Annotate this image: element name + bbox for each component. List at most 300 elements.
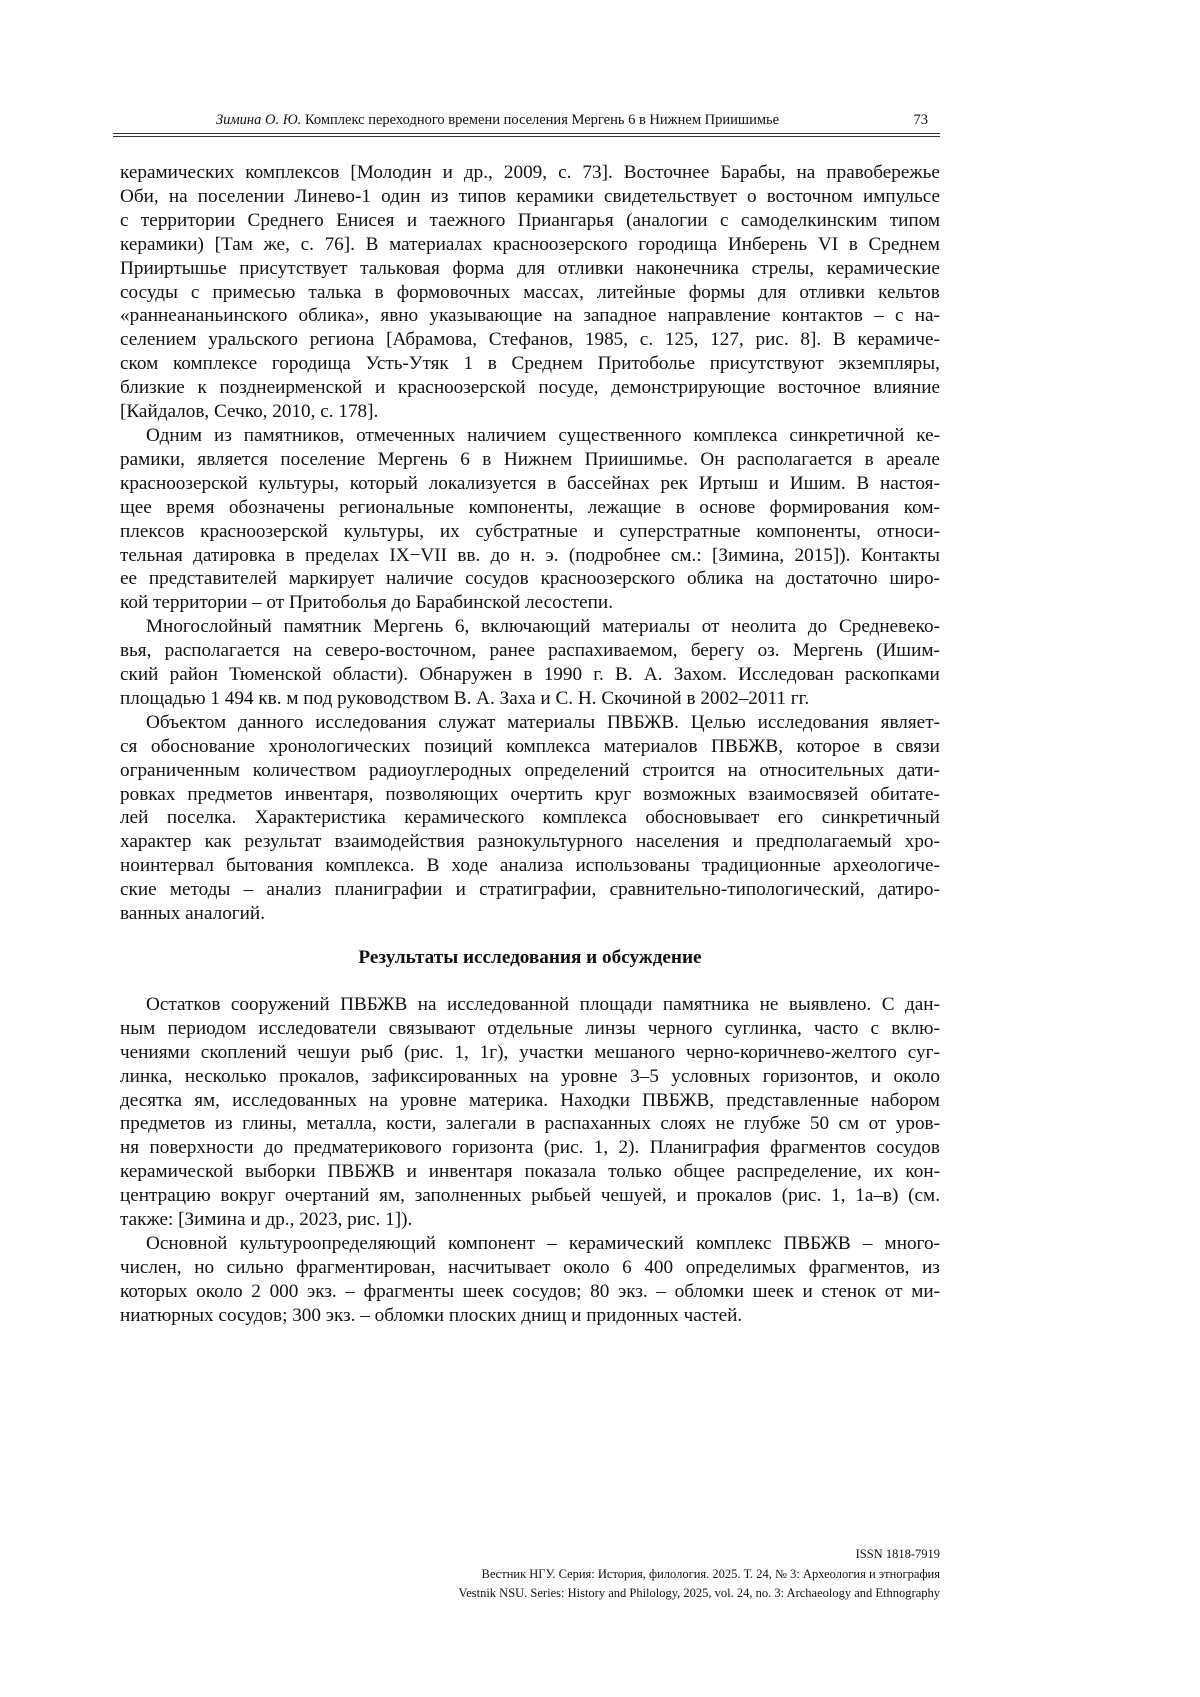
word: обозначены [228, 496, 325, 518]
word: которое [796, 735, 860, 757]
word: и [442, 162, 453, 183]
word: с. [558, 162, 572, 183]
word: – [862, 1232, 873, 1254]
word: отливки [557, 257, 624, 279]
word: лесостепи. [525, 592, 613, 614]
word: северо-восточном, [325, 640, 477, 662]
word: время [166, 496, 215, 518]
word: 6 [622, 1256, 632, 1278]
word: – [547, 1232, 557, 1254]
text-line [120, 854, 940, 878]
word: определений [524, 759, 630, 781]
word: культуры, [258, 472, 339, 494]
word: залегали [445, 1113, 517, 1135]
word: 1 [210, 687, 220, 709]
word: из [922, 1256, 940, 1278]
text-line [120, 400, 940, 424]
word: Ишим. [789, 472, 846, 494]
text-line [120, 878, 940, 902]
word: кв. [258, 687, 282, 709]
word: десятка [120, 1089, 183, 1111]
word: придонных [586, 1304, 679, 1326]
word: (рис. [543, 1137, 584, 1159]
word: рис. [755, 329, 789, 351]
paragraph [120, 711, 940, 926]
word: 1г), [479, 1041, 509, 1063]
word: в [482, 448, 492, 470]
word: располагается [736, 448, 853, 470]
word: населения [635, 831, 720, 853]
text-line [120, 759, 940, 783]
word: лежащие [587, 496, 662, 518]
word: выявлено. [788, 993, 872, 1015]
word: 8]. [800, 329, 822, 351]
word: и [571, 1304, 582, 1326]
text-line [120, 520, 940, 544]
word: 1, [593, 1137, 609, 1159]
word: анализ [266, 879, 322, 901]
text-line [120, 376, 940, 400]
word: маркирует [288, 568, 375, 590]
word: кости, [386, 1113, 437, 1135]
word: числен, [120, 1256, 182, 1278]
word: центрацию [120, 1185, 211, 1207]
word: связи [895, 735, 940, 757]
word: позднеирменской [219, 377, 363, 399]
word: обосновывает [645, 807, 760, 829]
text-line [120, 257, 940, 281]
word: керамиче- [857, 329, 940, 351]
word: которых [120, 1280, 188, 1302]
word: ПВБЖВ [783, 1232, 851, 1254]
word: с [719, 209, 729, 231]
text-line [120, 1041, 940, 1065]
section-heading: Результаты исследования и обсуждение [358, 947, 702, 968]
word: предметов [187, 783, 273, 805]
word: Исследован [738, 664, 834, 686]
word: отдельные [487, 1017, 573, 1039]
word: относительных [759, 759, 885, 781]
word: типов [458, 185, 507, 207]
text-line [120, 806, 940, 830]
word: кой [120, 592, 149, 614]
word: в [686, 687, 696, 709]
word: Основной [146, 1232, 228, 1254]
word: показала [524, 1161, 597, 1183]
word: фрагменты [363, 1280, 455, 1302]
word: на [293, 640, 312, 662]
word: Приишимье. [584, 448, 688, 470]
word: периодом [167, 1017, 247, 1039]
text-line [120, 687, 940, 711]
word: Мергень [377, 448, 448, 470]
word: ский [120, 664, 159, 686]
word: суглинка, [724, 1017, 802, 1039]
word: Мергень [792, 640, 863, 662]
word: рамики, [120, 448, 185, 470]
word: с [120, 209, 129, 231]
word: керамики [516, 185, 594, 207]
text-line [120, 304, 940, 328]
word: от [884, 1280, 903, 1302]
word: (рис. [781, 1185, 822, 1207]
word: 2010, [272, 401, 316, 423]
word: радиоуглеродных [368, 759, 512, 781]
word: ванных [120, 903, 181, 925]
word: м [286, 687, 299, 709]
word: достаточно [785, 568, 878, 590]
word: керамических [120, 162, 235, 183]
word: присутствует [239, 257, 348, 279]
word: поселении [197, 185, 285, 207]
word: экз. [325, 1304, 356, 1326]
word: В [365, 233, 379, 255]
word: формы [688, 281, 746, 303]
word: рыб [360, 1041, 394, 1063]
word: комплекса [693, 424, 778, 446]
text-line [120, 1089, 940, 1113]
word: на [796, 162, 816, 183]
word: уровне [561, 1065, 618, 1087]
text-line [120, 1112, 940, 1136]
word: материалах [389, 233, 483, 255]
word: их [439, 520, 460, 542]
word: и [802, 1280, 813, 1302]
word: ке- [916, 424, 940, 446]
word: компоненты, [756, 520, 861, 542]
word: частей. [683, 1304, 743, 1326]
text-line [120, 735, 940, 759]
word: площади [579, 993, 653, 1015]
text-line [120, 639, 940, 663]
word: предматерикового [293, 1137, 442, 1159]
word: раскопками [845, 664, 940, 686]
word: сильно [226, 1256, 284, 1278]
word: экземпляры, [838, 353, 940, 375]
word: суг- [907, 1041, 940, 1063]
word: шеек [752, 1280, 794, 1302]
word: бассейнах [567, 472, 650, 494]
word: керамического [404, 807, 525, 829]
word: из [214, 1113, 233, 1135]
word: сравнительно-типологический, [609, 879, 865, 901]
word: прокалов [696, 1185, 772, 1207]
word: распределение, [736, 1161, 862, 1183]
word: 80 [590, 1280, 610, 1302]
word: обломки [674, 1280, 745, 1302]
footer-issn: ISSN 1818-7919 [855, 1547, 940, 1561]
word: литейные [596, 281, 676, 303]
footer-journal-ru: Вестник НГУ. Серия: История, филология. 2025. Т. 24, № 3: Археология и этнография [481, 1566, 940, 1581]
word: до [490, 544, 510, 566]
word: Притоболье [597, 353, 696, 375]
word: указывающие [429, 305, 543, 327]
text-line [120, 783, 940, 807]
word: стрелы, [751, 257, 815, 279]
word: тельная [120, 544, 183, 566]
word: 1, [831, 1185, 846, 1207]
word: ноинтервал [120, 855, 214, 877]
word: В [426, 855, 440, 877]
word: с [870, 1017, 880, 1039]
word: слоях [660, 1113, 707, 1135]
word: 6, [454, 616, 470, 638]
word: В. [453, 687, 472, 709]
word: Заха [499, 687, 536, 709]
word: и [593, 520, 604, 542]
word: (см. [908, 1185, 940, 1207]
word: 2015]). [794, 544, 851, 566]
word: 2009, [503, 162, 548, 183]
word: ниатюрных [120, 1304, 214, 1326]
word: и [870, 1065, 882, 1087]
word: 73]. [582, 162, 613, 183]
word: один [381, 185, 421, 207]
word: руководством [337, 687, 449, 709]
word: на [417, 993, 437, 1015]
word: ям, [194, 1089, 220, 1111]
word: стратиграфии, [479, 879, 597, 901]
word: в [873, 735, 883, 757]
word: много- [884, 1232, 940, 1254]
text-line [120, 496, 940, 520]
word: 2 [251, 1280, 261, 1302]
word: г. [593, 664, 604, 686]
word: хро- [904, 831, 940, 853]
word: позиций [424, 735, 493, 757]
word: керамической [120, 1161, 234, 1183]
word: Енисея [336, 209, 395, 231]
word: в [285, 544, 295, 566]
word: распаханных [544, 1113, 651, 1135]
word: А. [476, 687, 495, 709]
word: пределах [304, 544, 380, 566]
word: с [190, 281, 200, 303]
text-line [120, 544, 940, 568]
word: методы [169, 879, 231, 901]
word: взаимодействия [334, 831, 465, 853]
text-line [120, 1304, 940, 1328]
word: уральского [208, 329, 298, 351]
word: комплекса [542, 807, 627, 829]
word: ПВБЖВ [340, 993, 408, 1015]
word: Характеристика [254, 807, 386, 829]
word: Н. [577, 687, 597, 709]
word: области). [332, 664, 409, 686]
text-line [120, 1208, 940, 1232]
word: самоделкинским [740, 209, 878, 231]
text-line [120, 830, 940, 854]
word: 6 [460, 448, 470, 470]
word: явно [380, 305, 419, 327]
word: Среднего [247, 209, 324, 231]
word: обломки [374, 1304, 445, 1326]
word: 1 [463, 353, 474, 375]
word: IX−VII [389, 544, 448, 566]
text-line [120, 472, 940, 496]
word: суперстратные [619, 520, 741, 542]
word: селением [120, 329, 197, 351]
word: [Абрамова, [386, 329, 478, 351]
header-author: Зимина О. Ю. [216, 112, 302, 128]
word: комплексов [245, 162, 340, 183]
word: Линево-1 [294, 185, 371, 207]
word: – [345, 1280, 355, 1302]
text-line [120, 424, 940, 448]
word: круг [594, 783, 632, 805]
word: обитате- [870, 783, 940, 805]
paragraph [120, 615, 940, 711]
word: до [263, 1137, 284, 1159]
header-article-title: Комплекс переходного времени поселения Мергень 6 в Нижнем Приишимье [304, 112, 780, 128]
text-line [120, 1136, 940, 1160]
word: сооружений [230, 993, 330, 1015]
word: относи- [876, 520, 940, 542]
word: и [406, 1161, 417, 1183]
word: наличие [386, 568, 454, 590]
word: компоненты, [468, 496, 574, 518]
word: связывают [388, 1017, 476, 1039]
word: линзы [585, 1017, 636, 1039]
word: представленные [726, 1089, 859, 1111]
text-line [120, 711, 940, 735]
header-double-rule [113, 133, 940, 137]
word: поселка. [166, 807, 237, 829]
paragraph [120, 1232, 940, 1328]
word: ня [120, 1137, 140, 1159]
word: В [832, 329, 846, 351]
word: сосудов [876, 1137, 940, 1159]
word: Иртыш [698, 472, 758, 494]
word: для [516, 257, 546, 279]
word: Среднем [868, 233, 940, 255]
word: демонстрирующие [611, 377, 766, 399]
word: материалы [602, 616, 691, 638]
word: региональные [339, 496, 455, 518]
word: Барабы, [720, 162, 786, 183]
word: памятник [283, 616, 362, 638]
text-line [120, 1280, 940, 1304]
word: 76]. [324, 233, 355, 255]
word: синкретичный [821, 807, 940, 829]
word: фрагментов, [808, 1256, 910, 1278]
paragraph [120, 993, 940, 1232]
word: площадью [120, 687, 206, 709]
word: Инберень [727, 233, 808, 255]
word: посуде, [538, 377, 599, 399]
word: для [758, 281, 787, 303]
word: таежного [429, 209, 506, 231]
word: Стефанов, [488, 329, 574, 351]
word: локализуется [428, 472, 537, 494]
word: ям, [379, 1185, 405, 1207]
word: Притоболья [288, 592, 387, 614]
word: 1985, [584, 329, 629, 351]
word: использованы [575, 855, 690, 877]
word: территории [153, 592, 248, 614]
word: сосуды [120, 281, 178, 303]
word: Находки [560, 1089, 630, 1111]
word: часто [813, 1017, 859, 1039]
word: материка. [468, 1089, 549, 1111]
word: возможных [643, 783, 737, 805]
word: – [360, 1304, 370, 1326]
word: [Там [214, 233, 253, 255]
word: лей [120, 807, 149, 829]
word: 000 [269, 1280, 299, 1302]
word: вв. [457, 544, 481, 566]
word: археологиче- [832, 855, 940, 877]
word: [Кайдалов, [120, 401, 210, 423]
word: ПВБЖВ. [606, 711, 679, 733]
word: Одним [146, 424, 203, 446]
word: и [676, 1185, 687, 1207]
word: вклю- [891, 1017, 940, 1039]
word: количеством [252, 759, 357, 781]
word: горизонтов, [762, 1065, 859, 1087]
word: Оби, [120, 185, 159, 207]
word: экз. [618, 1280, 648, 1302]
article-body [120, 161, 940, 1328]
word: вья, [120, 640, 152, 662]
word: Контакты [860, 544, 940, 566]
word: аналогий. [185, 903, 265, 925]
word: из [430, 185, 449, 207]
word: к [197, 377, 207, 399]
word: широ- [889, 568, 940, 590]
word: скоплений [200, 1041, 287, 1063]
word: являет- [880, 711, 940, 733]
word: рыбьей [531, 1185, 592, 1207]
word: «раннеананьинского [120, 305, 288, 327]
word: оз. [757, 640, 780, 662]
word: служат [438, 711, 496, 733]
text-line [120, 567, 940, 591]
word: Сечко, [214, 401, 268, 423]
word: массах, [523, 281, 584, 303]
word: ся [120, 735, 138, 757]
word: комплекса [506, 735, 591, 757]
word: н. [520, 544, 536, 566]
word: распахиваемом, [548, 640, 678, 662]
word: на [529, 1065, 549, 1087]
word: чениями [120, 1041, 190, 1063]
text-line [120, 1256, 940, 1280]
word: горизонта [452, 1137, 534, 1159]
word: присутствуют [709, 353, 824, 375]
word: насчитывает [448, 1256, 551, 1278]
word: фрагментирован, [296, 1256, 436, 1278]
word: только [608, 1161, 662, 1183]
word: на [755, 568, 774, 590]
word: Среднем [511, 353, 583, 375]
word: данного [237, 711, 304, 733]
word: в [864, 448, 874, 470]
text-line [120, 1065, 940, 1089]
word: глубже [743, 1113, 801, 1135]
word: др., [463, 162, 493, 183]
word: берегу [690, 640, 745, 662]
word: субстратные [475, 520, 578, 542]
word: набором [870, 1089, 940, 1111]
word: плоских [448, 1304, 517, 1326]
word: в [526, 1113, 536, 1135]
word: сосудов; [218, 1304, 288, 1326]
word: хронологических [268, 735, 411, 757]
word: [Молодин [350, 162, 432, 183]
word: комплексе [172, 353, 258, 375]
word: влияние [873, 377, 940, 399]
